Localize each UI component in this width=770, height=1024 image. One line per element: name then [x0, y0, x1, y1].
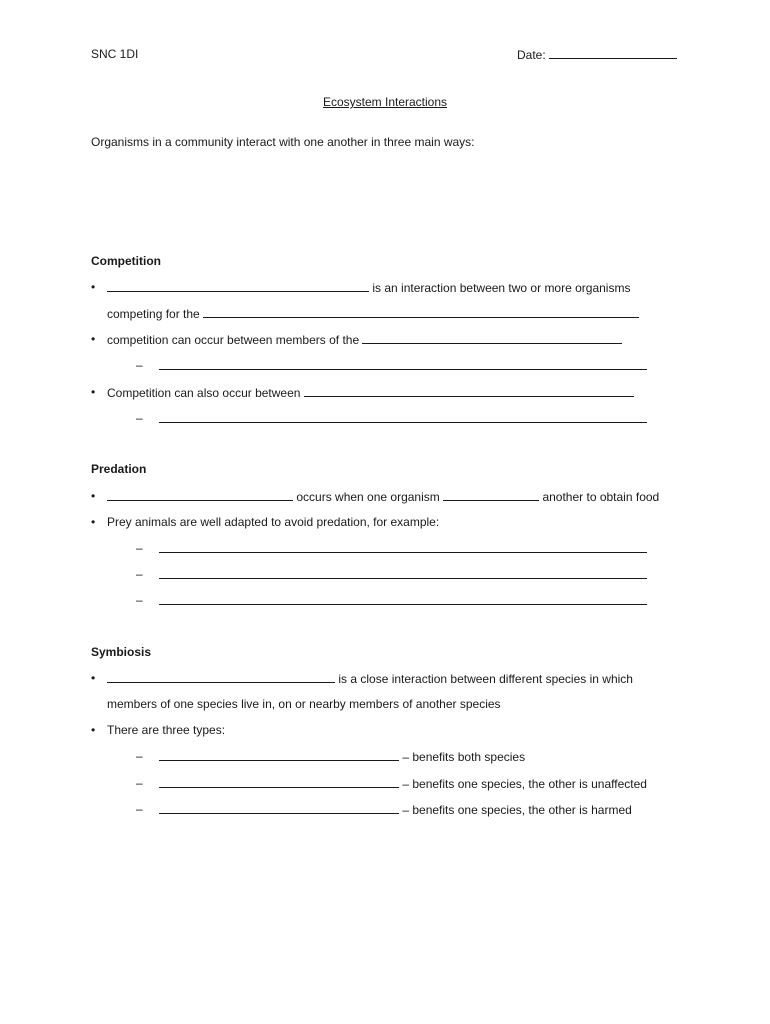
dash: – [136, 358, 143, 372]
symbiosis-type-1 [159, 749, 525, 764]
symbiosis-term-blank[interactable] [107, 671, 335, 683]
symbiosis-type-3-blank[interactable] [159, 802, 399, 814]
members-of-blank[interactable] [362, 332, 622, 344]
intro-text: Organisms in a community interact with one another in three main ways: [91, 135, 475, 149]
competition-sub-1 [159, 358, 647, 373]
bullet: • [91, 280, 96, 294]
bullet: • [91, 489, 96, 503]
predation-verb-blank[interactable] [443, 489, 539, 501]
dash: – [136, 802, 143, 816]
bullet: • [91, 515, 96, 529]
bullet: • [91, 332, 96, 346]
competition-sub-2-blank[interactable] [159, 411, 647, 423]
symbiosis-line-3: There are three types: [107, 723, 226, 737]
bullet: • [91, 385, 96, 399]
competition-line-1 [107, 280, 630, 295]
symbiosis-line-1-text: is a close interaction between different species in which [338, 672, 633, 686]
dash: – [136, 541, 143, 555]
competition-line-2-text: competing for the [107, 307, 200, 321]
occur-between-blank[interactable] [304, 385, 634, 397]
competition-heading: Competition [91, 254, 161, 268]
competition-sub-2 [159, 411, 647, 426]
page-title: Ecosystem Interactions [322, 95, 448, 109]
symbiosis-type-2-blank[interactable] [159, 776, 399, 788]
predation-line-1 [107, 489, 659, 504]
symbiosis-type-2-text: – benefits one species, the other is unaffected [402, 777, 647, 791]
predation-example-2 [159, 567, 647, 582]
date-label: Date: [517, 48, 546, 62]
competing-for-blank[interactable] [203, 306, 639, 318]
predation-term-blank[interactable] [107, 489, 293, 501]
date-field [517, 47, 677, 62]
bullet: • [91, 671, 96, 685]
competition-term-blank[interactable] [107, 280, 369, 292]
dash: – [136, 411, 143, 425]
dash: – [136, 776, 143, 790]
date-blank[interactable] [549, 47, 677, 59]
symbiosis-type-3-text: – benefits one species, the other is harmed [402, 803, 632, 817]
predation-line-1-mid: occurs when one organism [296, 490, 440, 504]
predation-line-2: Prey animals are well adapted to avoid predation, for example: [107, 515, 440, 529]
predation-example-3-blank[interactable] [159, 593, 647, 605]
competition-line-5 [107, 385, 634, 400]
symbiosis-type-1-text: – benefits both species [402, 750, 526, 764]
competition-line-2 [107, 306, 639, 321]
competition-line-3 [107, 332, 622, 347]
competition-sub-1-blank[interactable] [159, 358, 647, 370]
symbiosis-line-2: members of one species live in, on or nearby members of another species [107, 697, 501, 711]
predation-heading: Predation [91, 462, 147, 476]
symbiosis-type-2 [159, 776, 647, 791]
predation-line-1-after: another to obtain food [542, 490, 660, 504]
predation-example-1-blank[interactable] [159, 541, 647, 553]
competition-line-3-text: competition can occur between members of the [107, 333, 360, 347]
competition-line-5-text: Competition can also occur between [107, 386, 301, 400]
symbiosis-type-3 [159, 802, 632, 817]
predation-example-2-blank[interactable] [159, 567, 647, 579]
dash: – [136, 749, 143, 763]
course-code: SNC 1DI [91, 47, 139, 61]
competition-line-1-text: is an interaction between two or more organisms [372, 281, 631, 295]
dash: – [136, 567, 143, 581]
bullet: • [91, 723, 96, 737]
symbiosis-line-1 [107, 671, 633, 686]
predation-example-3 [159, 593, 647, 608]
symbiosis-type-1-blank[interactable] [159, 749, 399, 761]
dash: – [136, 593, 143, 607]
symbiosis-heading: Symbiosis [91, 645, 152, 659]
predation-example-1 [159, 541, 647, 556]
